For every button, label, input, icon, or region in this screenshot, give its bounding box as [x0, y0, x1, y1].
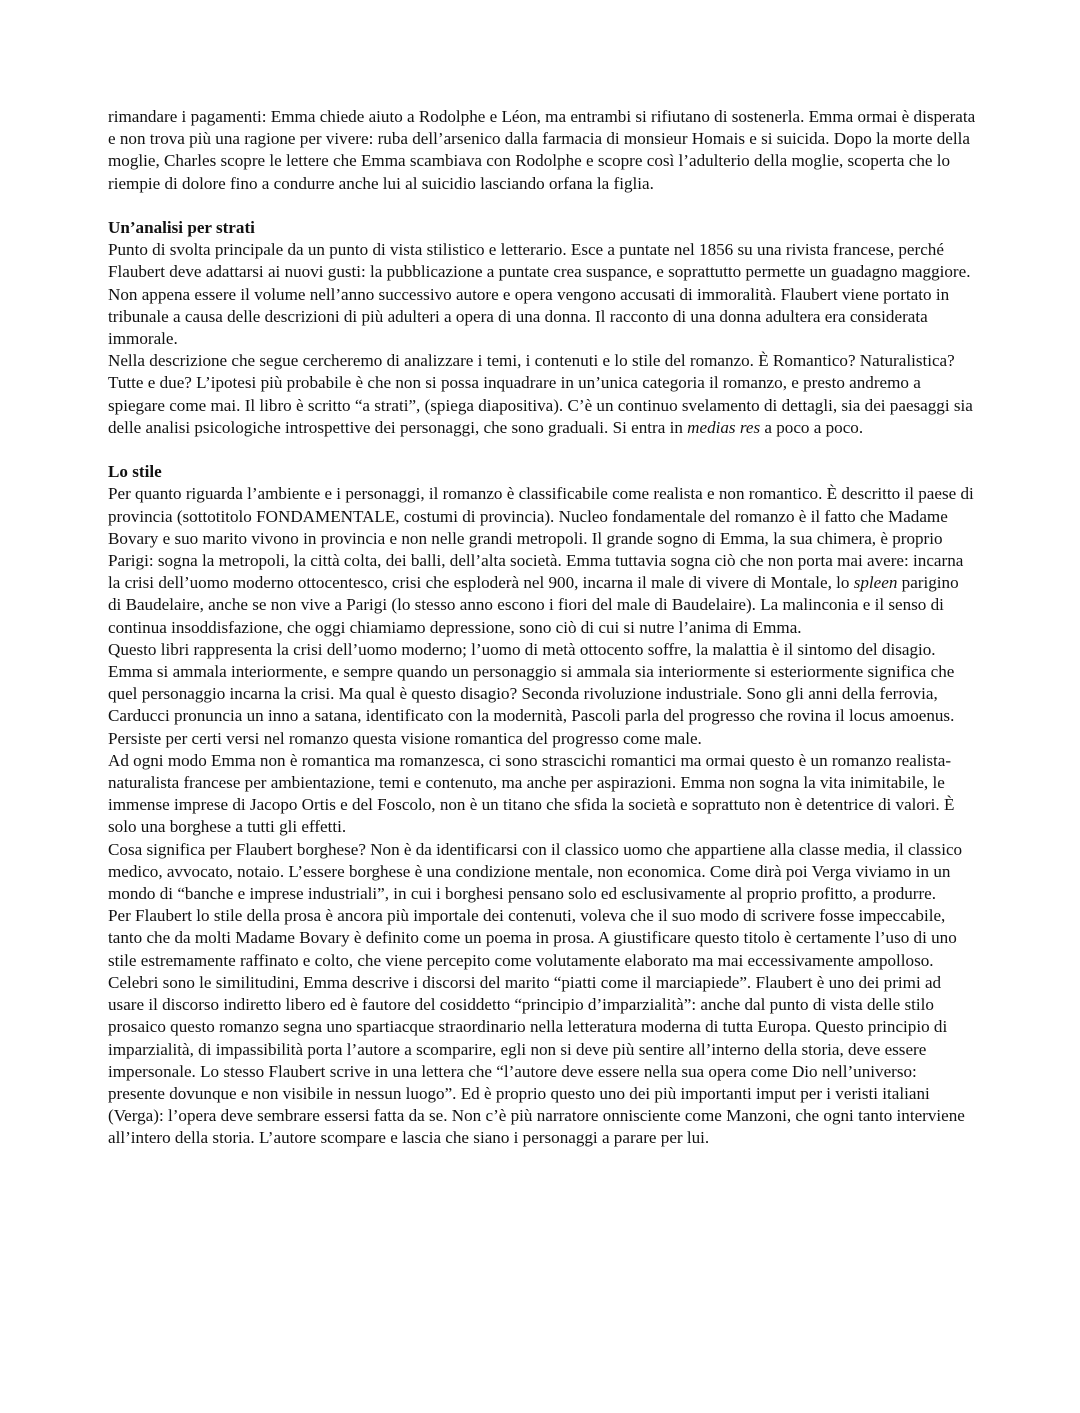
stile-paragraph-3: Ad ogni modo Emma non è romantica ma romanzesca, ci sono strascichi romantici ma ormai questo è un romanzo realista-naturalista francese per ambientazione, temi e contenuto, ma anche per aspirazioni. Emma non sogna la vita inimitabile, le immense imprese di Jacopo Ortis e del Foscolo, non è un titano che sfida la società e soprattuto non è detentrice di valori. È solo una borghese a tutti gli effetti.	[108, 750, 955, 837]
stile-paragraph-1: Per quanto riguarda l’ambiente e i personaggi, il romanzo è classificabile come realista e non romantico. È descritto il paese di provincia (sottotitolo FONDAMENTALE, costumi di provincia). Nucleo fondamentale del romanzo è il fatto che Madame Bovary e suo marito vivono in provincia e non nelle grandi metropoli. Il grande sogno di Emma, la sua chimera, è proprio Parigi: sogna la metropoli, la città colta, dei balli, dell’alta società. Emma tuttavia sogna ciò che non porta mai avere: incarna la crisi dell’uomo moderno ottocentesco, crisi che esploderà nel 900, incarna il male di vivere di Montale, lo spleen parigino di Baudelaire, anche se non vive a Parigi (lo stesso anno escono i fiori del male di Baudelaire). La malinconia e il senso di continua insoddisfazione, che oggi chiamiamo depressione, sono ciò di cui si nutre l’anima di Emma.	[108, 484, 974, 637]
document-page	[108, 106, 976, 1150]
stile-paragraph-4: Cosa significa per Flaubert borghese? Non è da identificarsi con il classico uomo che appartiene alla classe media, il classico medico, avvocato, notaio. L’essere borghese è una condizione mentale, non economica. Come dirà poi Verga viviamo in un mondo di “banche e imprese industriali”, in cui i borghesi pensano solo ed esclusivamente al proprio profitto, a produrre.	[108, 839, 963, 904]
section-heading-analisi: Un’analisi per strati	[108, 218, 255, 237]
spacer	[108, 439, 976, 461]
italic-spleen: spleen	[853, 573, 898, 593]
spacer	[108, 195, 976, 217]
italic-medias-res: medias res	[687, 417, 761, 437]
stile-paragraph-2: Questo libri rappresenta la crisi dell’uomo moderno; l’uomo di metà ottocento soffre, la malattia è il sintomo del disagio. Emma si ammala interiormente, e sempre quando un personaggio si ammala sia interiormente si esteriormente significa che quel personaggio incarna la crisi. Ma qual è questo disagio? Seconda rivoluzione industriale. Sono gli anni della ferrovia, Carducci pronuncia un inno a satana, identificato con la modernità, Pascoli parla del progresso che rovina il locus amoenus. Persiste per certi versi nel romanzo questa visione romantica del progresso come male.	[108, 639, 955, 748]
section-heading-stile: Lo stile	[108, 462, 162, 482]
analisi-paragraph-1: Punto di svolta principale da un punto di vista stilistico e letterario. Esce a puntate nel 1856 su una rivista francese, perché Flaubert deve adattarsi ai nuovi gusti: la pubblicazione a puntate crea suspance, e soprattutto permette un guadagno maggiore. Non appena essere il volume nell’anno successivo autore e opera vengono accusati di immoralità. Flaubert viene portato in tribunale a causa delle descrizioni di più adulteri a opera di una donna. Il racconto di una donna adultera era considerata immorale.	[108, 240, 971, 349]
stile-paragraph-5: Per Flaubert lo stile della prosa è ancora più importale dei contenuti, voleva che il suo modo di scrivere fosse impeccabile, tanto che da molti Madame Bovary è definito come un poema in prosa. A giustificare questo titolo è certamente l’uso di uno stile estremamente raffinato e colto, che viene percepito come volutamente elaborato ma mai eccessivamente ampolloso. Celebri sono le similitudini, Emma descrive i discorsi del marito “piatti come il marciapiede”. Flaubert è uno dei primi ad usare il discorso indiretto libero ed è fautore del cosiddetto “principio d’imparzialità”: anche dal punto di vista delle stilo prosaico questo romanzo segna uno spartiacque straordinario nella letteratura moderna di tutta Europa. Questo principio di imparzialità, di impassibilità porta l’autore a scomparire, egli non si deve più sentire all’interno della storia, deve essere impersonale. Lo stesso Flaubert scrive in una lettera che “l’autore deve essere nella sua opera come Dio nell’universo: presente dovunque e non visibile in nessun luogo”. Ed è proprio questo uno dei più importanti imput per i veristi italiani (Verga): l’opera deve sembrare essersi fatta da se. Non c’è più narratore onnisciente come Manzoni, che ogni tanto interviene all’intero della storia. L’autore scompare e lascia che siano i personaggi a parare per lui.	[108, 906, 965, 1148]
intro-paragraph: rimandare i pagamenti: Emma chiede aiuto a Rodolphe e Léon, ma entrambi si rifiutano di sostenerla. Emma ormai è disperata e non trova più una ragione per vivere: ruba dell’arsenico dalla farmacia di monsieur Homais e si suicida. Dopo la morte della moglie, Charles scopre le lettere che Emma scambiava con Rodolphe e scopre così l’adulterio della moglie, scoperta che lo riempie di dolore fino a condurre anche lui al suicidio lasciando orfana la figlia.	[108, 107, 976, 193]
analisi-paragraph-2: Nella descrizione che segue cercheremo di analizzare i temi, i contenuti e lo stile del romanzo. È Romantico? Naturalistica? Tutte e due? L’ipotesi più probabile è che non si possa inquadrare in un’unica categoria il romanzo, e presto andremo a spiegare come mai. Il libro è scritto “a strati”, (spiega diapositiva). C’è un continuo svelamento di dettagli, sia dei paesaggi sia delle analisi psicologiche introspettive dei personaggi, che sono graduali. Si entra in medias res a poco a poco.	[108, 351, 973, 437]
